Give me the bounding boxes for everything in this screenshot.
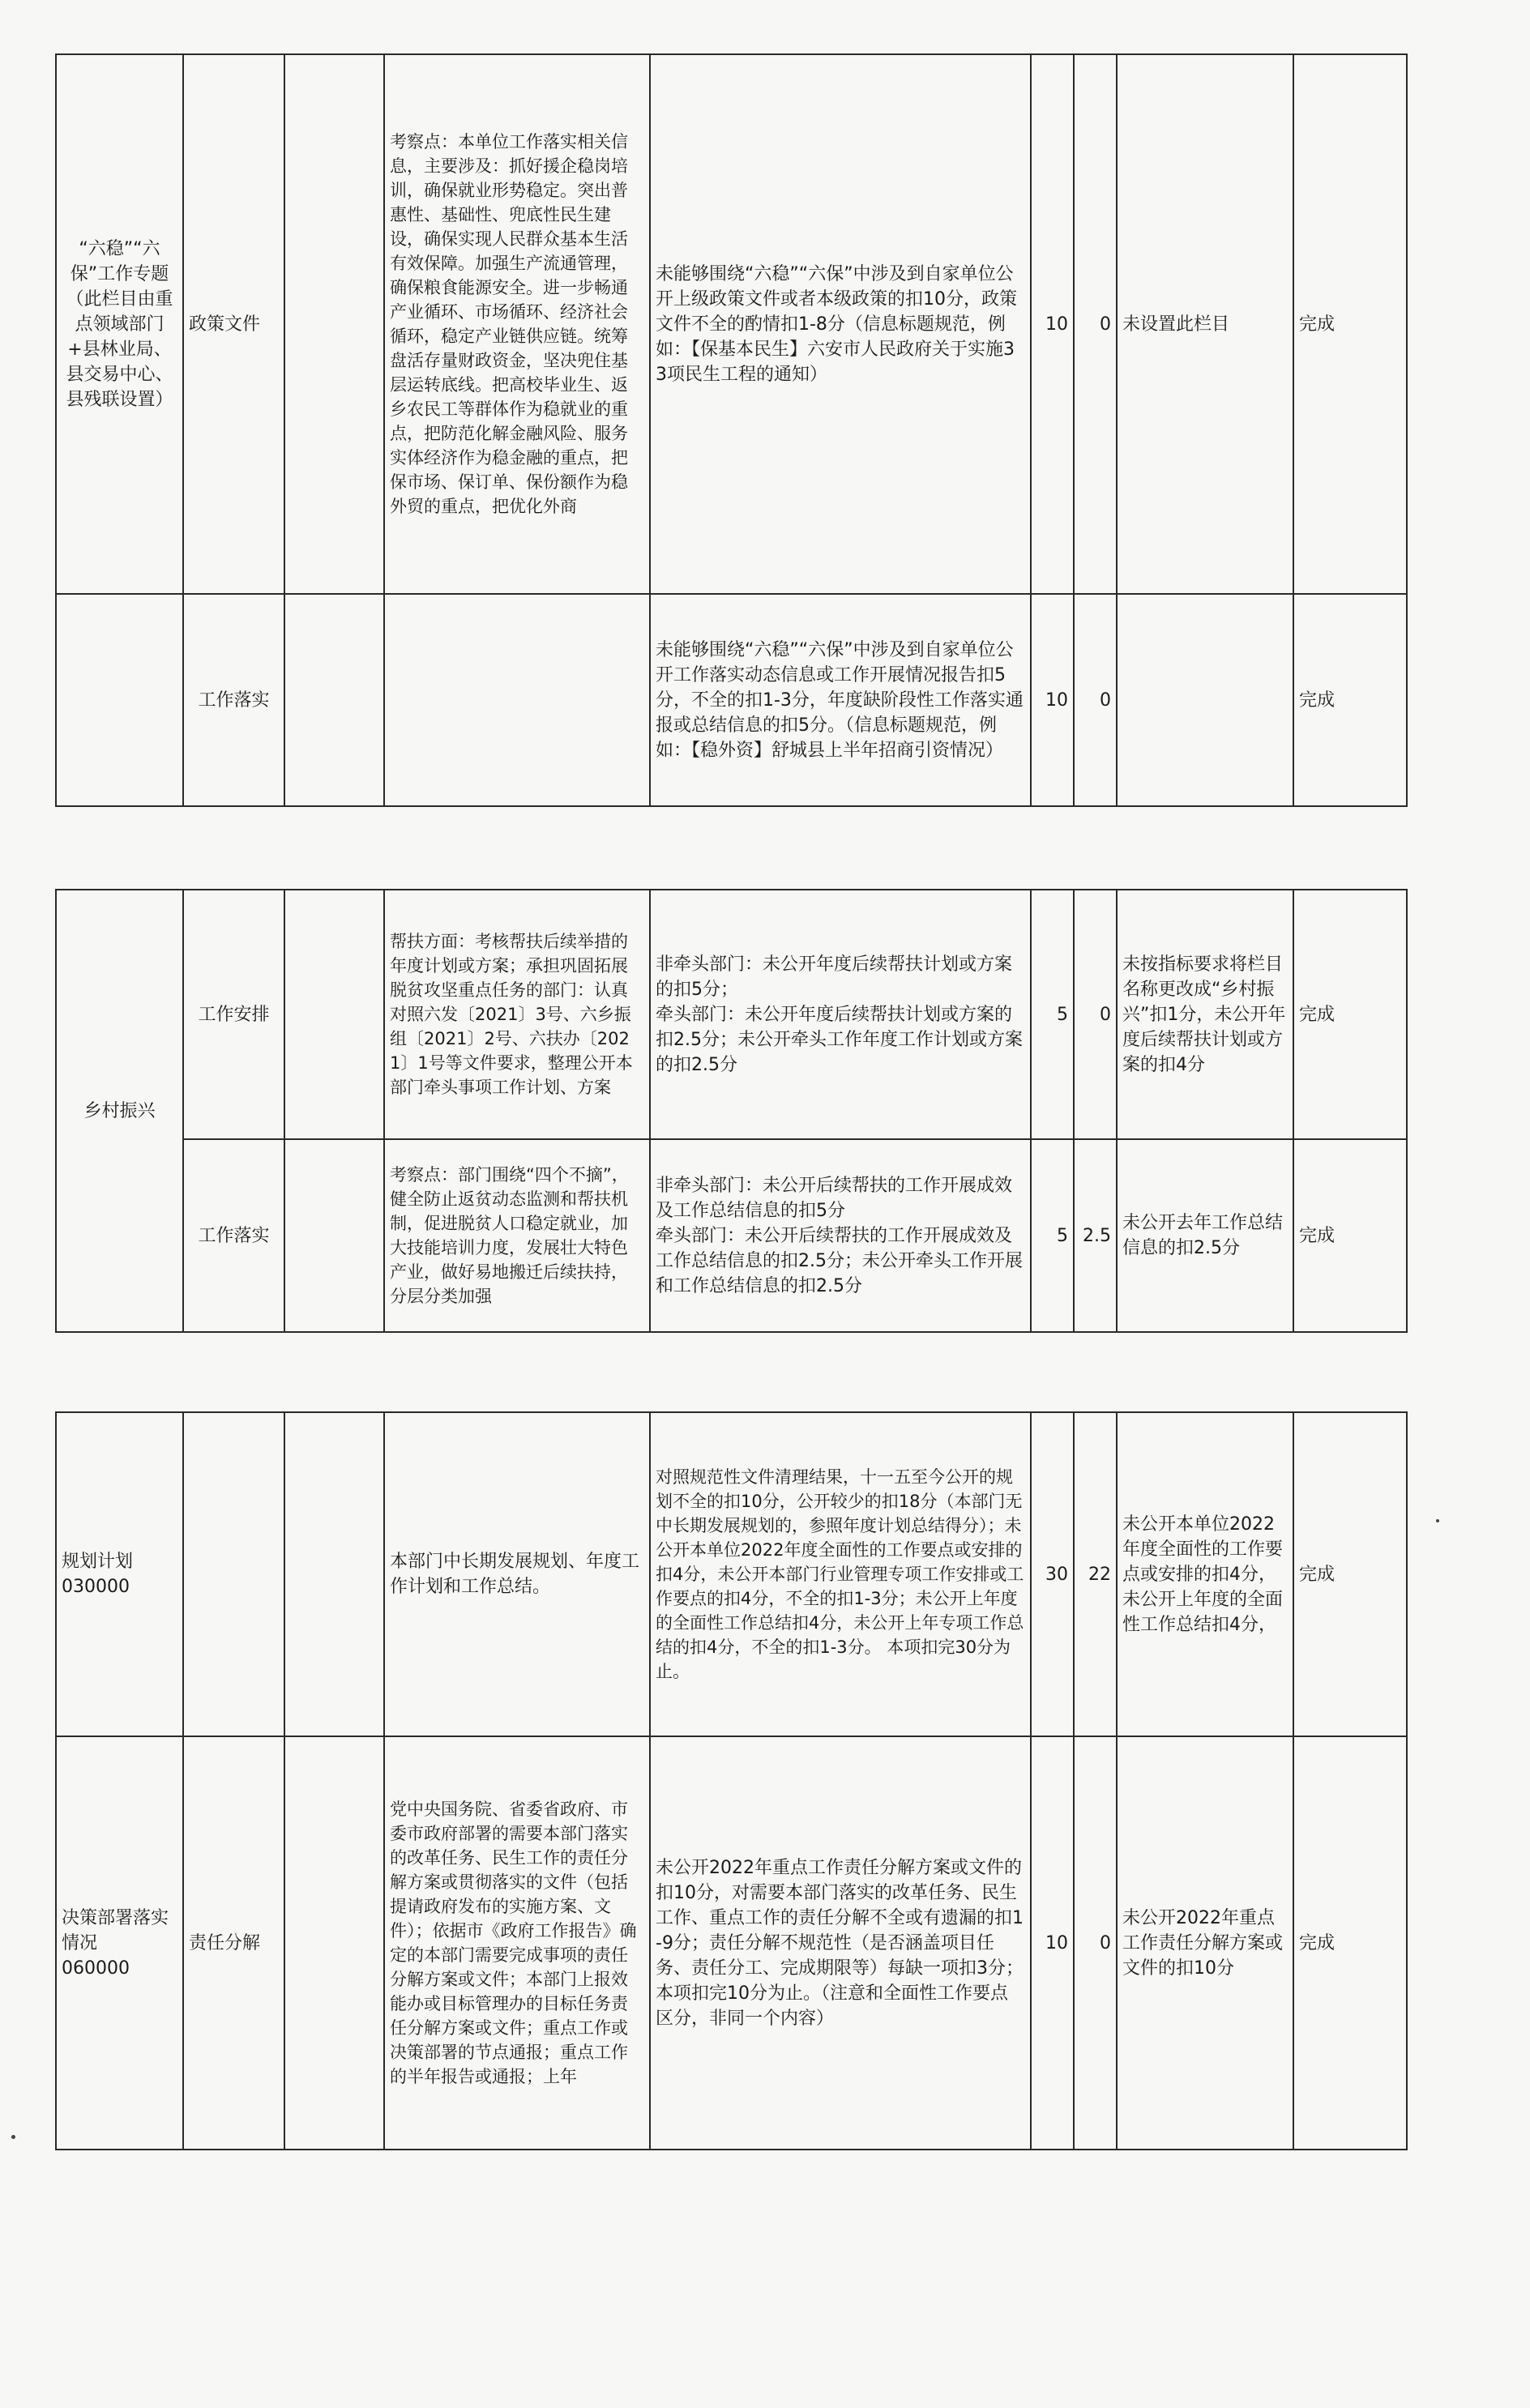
category-cell	[56, 594, 183, 806]
category-cell: 规划计划 030000	[56, 1412, 183, 1736]
deducted-cell: 0	[1074, 1736, 1117, 2150]
sub-item-cell	[284, 1139, 384, 1332]
status-cell: 完成	[1293, 1412, 1407, 1736]
deduction-rule-cell: 对照规范性文件清理结果，十一五至今公开的规划不全的扣10分，公开较少的扣18分（本部门无中长期发展规划的，参照年度计划总结得分）；未公开本单位2022年度全面性的工作要点或安排的扣4分，未公开本部门行业管理专项工作安排或工作要点的扣4分，不全的扣1-3分；未公开上年度的全面性工作总结扣4分，未公开上年专项工作总结的扣4分，不全的扣1-3分。 本项扣完30分为止。	[650, 1412, 1031, 1736]
criteria-cell: 党中央国务院、省委省政府、市委市政府部署的需要本部门落实的改革任务、民生工作的责任分解方案或贯彻落实的文件（包括提请政府发布的实施方案、文件）；依据市《政府工作报告》确定的本部门需要完成事项的责任分解方案或文件；本部门上报效能办或目标管理办的目标任务责任分解方案或文件；重点工作或决策部署的节点通报；重点工作的半年报告或通报；上年	[384, 1736, 650, 2150]
assessment-table-rural-revitalization	[55, 889, 1408, 1333]
item-cell: 政策文件	[183, 54, 284, 594]
item-cell	[183, 1412, 284, 1736]
deducted-cell: 0	[1074, 890, 1117, 1139]
deduction-rule-cell: 未能够围绕“六稳”“六保”中涉及到自家单位公开上级政策文件或者本级政策的扣10分，政策文件不全的酌情扣1-8分（信息标题规范，例如：【保基本民生】六安市人民政府关于实施33项民生工程的通知）	[650, 54, 1031, 594]
remark-cell	[1117, 594, 1293, 806]
category-cell: 决策部署落实情况 060000	[56, 1736, 183, 2150]
deduction-rule-cell: 未公开2022年重点工作责任分解方案或文件的扣10分，对需要本部门落实的改革任务、民生工作、重点工作的责任分解不全或有遗漏的扣1-9分；责任分解不规范性（是否涵盖项目任务、责任分工、完成期限等）每缺一项扣3分；本项扣完10分为止。（注意和全面性工作要点区分，非同一个内容）	[650, 1736, 1031, 2150]
item-cell: 工作安排	[183, 890, 284, 1139]
remark-cell: 未公开去年工作总结信息的扣2.5分	[1117, 1139, 1293, 1332]
status-cell: 完成	[1293, 1139, 1407, 1332]
assessment-table-planning-decisions	[55, 1411, 1408, 2150]
deducted-cell: 0	[1074, 594, 1117, 806]
criteria-cell: 本部门中长期发展规划、年度工作计划和工作总结。	[384, 1412, 650, 1736]
assessment-table-six-stabilities	[55, 53, 1408, 807]
deducted-cell: 2.5	[1074, 1139, 1117, 1332]
category-cell: 乡村振兴	[56, 890, 183, 1332]
sub-item-cell	[284, 594, 384, 806]
remark-cell: 未公开2022年重点工作责任分解方案或文件的扣10分	[1117, 1736, 1293, 2150]
scan-speck	[1436, 1519, 1439, 1522]
table-row	[56, 1736, 1407, 2150]
table-row	[56, 594, 1407, 806]
status-cell: 完成	[1293, 1736, 1407, 2150]
item-cell: 责任分解	[183, 1736, 284, 2150]
remark-cell: 未设置此栏目	[1117, 54, 1293, 594]
category-cell: “六稳”“六保”工作专题（此栏目由重点领域部门+县林业局、县交易中心、县残联设置）	[56, 54, 183, 594]
sub-item-cell	[284, 1736, 384, 2150]
table-row	[56, 1412, 1407, 1736]
status-cell: 完成	[1293, 594, 1407, 806]
criteria-cell: 考察点：部门围绕“四个不摘”，健全防止返贫动态监测和帮扶机制，促进脱贫人口稳定就业，加大技能培训力度，发展壮大特色产业，做好易地搬迁后续扶持，分层分类加强	[384, 1139, 650, 1332]
sub-item-cell	[284, 1412, 384, 1736]
score-cell: 10	[1031, 594, 1074, 806]
deduction-rule-cell: 未能够围绕“六稳”“六保”中涉及到自家单位公开工作落实动态信息或工作开展情况报告扣5分，不全的扣1-3分，年度缺阶段性工作落实通报或总结信息的扣5分。（信息标题规范，例如：【稳外资】舒城县上半年招商引资情况）	[650, 594, 1031, 806]
scan-speck	[11, 2135, 15, 2139]
score-cell: 10	[1031, 54, 1074, 594]
table-row	[56, 890, 1407, 1139]
remark-cell: 未按指标要求将栏目名称更改成“乡村振兴”扣1分，未公开年度后续帮扶计划或方案的扣4分	[1117, 890, 1293, 1139]
item-cell: 工作落实	[183, 594, 284, 806]
deducted-cell: 0	[1074, 54, 1117, 594]
criteria-cell: 帮扶方面：考核帮扶后续举措的年度计划或方案；承担巩固拓展脱贫攻坚重点任务的部门：认真对照六发〔2021〕3号、六乡振组〔2021〕2号、六扶办〔2021〕1号等文件要求，整理公开本部门牵头事项工作计划、方案	[384, 890, 650, 1139]
deducted-cell: 22	[1074, 1412, 1117, 1736]
score-cell: 10	[1031, 1736, 1074, 2150]
table-row	[56, 1139, 1407, 1332]
score-cell: 5	[1031, 890, 1074, 1139]
sub-item-cell	[284, 54, 384, 594]
criteria-cell	[384, 594, 650, 806]
criteria-cell: 考察点：本单位工作落实相关信息，主要涉及：抓好援企稳岗培训，确保就业形势稳定。突出普惠性、基础性、兜底性民生建设，确保实现人民群众基本生活有效保障。加强生产流通管理，确保粮食能源安全。进一步畅通产业循环、市场循环、经济社会循环，稳定产业链供应链。统筹盘活存量财政资金，坚决兜住基层运转底线。把高校毕业生、返乡农民工等群体作为稳就业的重点，把防范化解金融风险、服务实体经济作为稳金融的重点，把保市场、保订单、保份额作为稳外贸的重点，把优化外商	[384, 54, 650, 594]
deduction-rule-cell: 非牵头部门：未公开后续帮扶的工作开展成效及工作总结信息的扣5分 牵头部门：未公开后续帮扶的工作开展成效及工作总结信息的扣2.5分；未公开牵头工作开展和工作总结信息的扣2.5分	[650, 1139, 1031, 1332]
score-cell: 5	[1031, 1139, 1074, 1332]
status-cell: 完成	[1293, 890, 1407, 1139]
item-cell: 工作落实	[183, 1139, 284, 1332]
score-cell: 30	[1031, 1412, 1074, 1736]
sub-item-cell	[284, 890, 384, 1139]
table-row	[56, 54, 1407, 594]
deduction-rule-cell: 非牵头部门：未公开年度后续帮扶计划或方案的扣5分； 牵头部门：未公开年度后续帮扶计划或方案的扣2.5分；未公开牵头工作年度工作计划或方案的扣2.5分	[650, 890, 1031, 1139]
remark-cell: 未公开本单位2022年度全面性的工作要点或安排的扣4分，未公开上年度的全面性工作总结扣4分，	[1117, 1412, 1293, 1736]
status-cell: 完成	[1293, 54, 1407, 594]
